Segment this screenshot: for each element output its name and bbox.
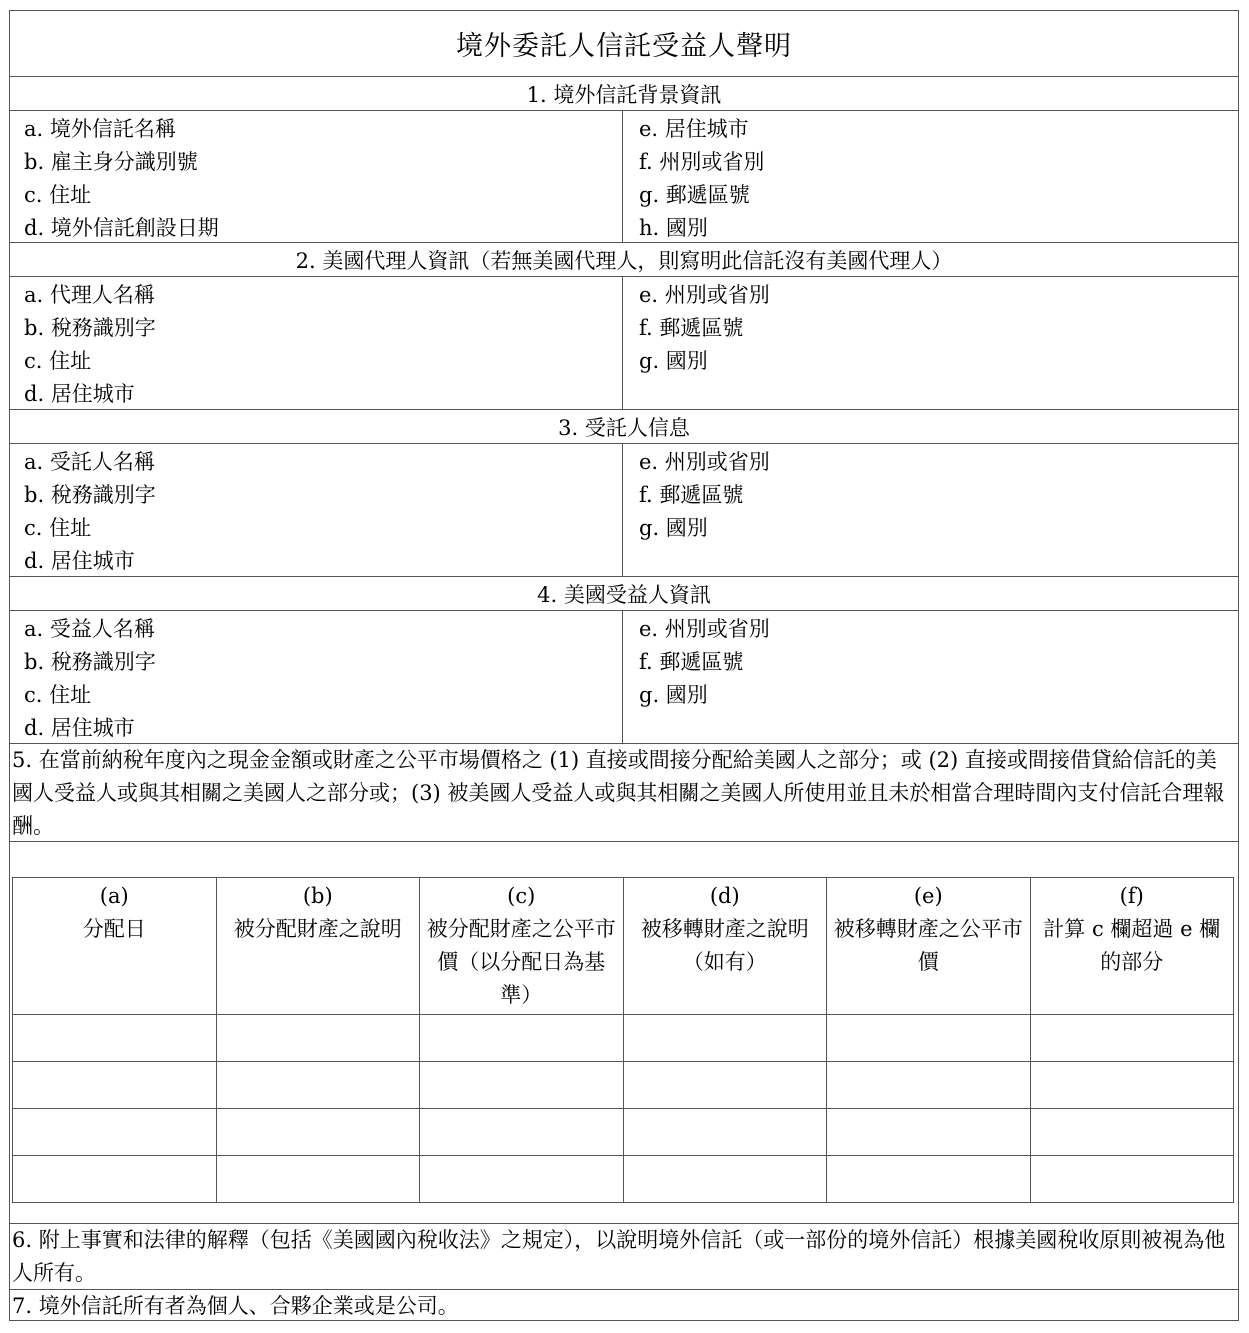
column-label: 被分配財產之公平市價（以分配日為基準） bbox=[426, 917, 616, 1007]
column-header-d bbox=[623, 878, 827, 1015]
section-3-right-column bbox=[623, 444, 1238, 576]
table-cell[interactable] bbox=[216, 1062, 420, 1109]
table-cell[interactable] bbox=[216, 1109, 420, 1156]
table-cell[interactable] bbox=[13, 1109, 217, 1156]
item-6-text: 6. 附上事實和法律的解釋（包括《美國國內稅收法》之規定），以說明境外信託（或一部份的境外信託）根據美國稅收原則被視為他人所有。 bbox=[10, 1223, 1238, 1289]
field-trust-name: a. 境外信託名稱 bbox=[24, 117, 176, 141]
table-cell[interactable] bbox=[1030, 1062, 1234, 1109]
section-4-heading: 4. 美國受益人資訊 bbox=[10, 576, 1238, 610]
field-city: d. 居住城市 bbox=[24, 382, 135, 406]
field-postal-code: f. 郵遞區號 bbox=[639, 483, 744, 507]
section-1-right-column bbox=[623, 111, 1238, 242]
column-header-c bbox=[420, 878, 624, 1015]
field-address: c. 住址 bbox=[24, 516, 92, 540]
table-header-row bbox=[13, 878, 1234, 1015]
section-1-heading: 1. 境外信託背景資訊 bbox=[10, 76, 1238, 110]
column-letter: (b) bbox=[302, 884, 333, 908]
item-5-text: 5. 在當前納稅年度內之現金金額或財產之公平市場價格之 (1) 直接或間接分配給美國人之部分；或 (2) 直接或間接借貸給信託的美國人受益人或與其相關之美國人之部分或；(3) 被美國人受益人或與其相關之美國人所使用並且未於相當合理時間內支付信託合理報酬。 bbox=[10, 743, 1238, 841]
column-label: 計算 c 欄超過 e 欄的部分 bbox=[1043, 917, 1221, 974]
field-state: e. 州別或省別 bbox=[639, 450, 770, 474]
section-1-left-column bbox=[10, 111, 623, 242]
table-cell[interactable] bbox=[420, 1015, 624, 1062]
field-city: e. 居住城市 bbox=[639, 117, 749, 141]
table-row bbox=[13, 1156, 1234, 1203]
field-postal-code: g. 郵遞區號 bbox=[639, 183, 750, 207]
field-country: h. 國別 bbox=[639, 216, 708, 240]
field-tax-id: b. 稅務識別字 bbox=[24, 650, 156, 674]
form-title: 境外委託人信託受益人聲明 bbox=[456, 31, 792, 62]
table-cell[interactable] bbox=[420, 1156, 624, 1203]
item-7-text: 7. 境外信託所有者為個人、合夥企業或是公司。 bbox=[10, 1289, 1238, 1321]
section-1-fields bbox=[10, 110, 1238, 242]
item-5-divider bbox=[10, 841, 1238, 842]
field-country: g. 國別 bbox=[639, 683, 708, 707]
table-cell[interactable] bbox=[1030, 1015, 1234, 1062]
column-letter: (d) bbox=[709, 884, 740, 908]
field-city: d. 居住城市 bbox=[24, 716, 135, 740]
field-postal-code: f. 郵遞區號 bbox=[639, 650, 744, 674]
column-header-e bbox=[827, 878, 1031, 1015]
section-3-left-column bbox=[10, 444, 623, 576]
field-trust-creation-date: d. 境外信託創設日期 bbox=[24, 216, 219, 240]
column-label: 分配日 bbox=[82, 917, 146, 941]
field-country: g. 國別 bbox=[639, 516, 708, 540]
column-letter: (a) bbox=[99, 884, 129, 908]
section-3-fields bbox=[10, 443, 1238, 576]
column-label: 被移轉財產之公平市價 bbox=[833, 917, 1023, 974]
field-address: c. 住址 bbox=[24, 183, 92, 207]
field-beneficiary-name: a. 受益人名稱 bbox=[24, 617, 155, 641]
column-letter: (e) bbox=[913, 884, 943, 908]
table-cell[interactable] bbox=[216, 1015, 420, 1062]
section-3-heading: 3. 受託人信息 bbox=[10, 409, 1238, 443]
section-2-right-column bbox=[623, 277, 1238, 409]
column-header-f bbox=[1030, 878, 1234, 1015]
column-label: 被移轉財產之說明（如有） bbox=[640, 917, 809, 974]
field-state: e. 州別或省別 bbox=[639, 617, 770, 641]
field-city: d. 居住城市 bbox=[24, 549, 135, 573]
table-row bbox=[13, 1109, 1234, 1156]
table-cell[interactable] bbox=[623, 1156, 827, 1203]
table-row bbox=[13, 1062, 1234, 1109]
field-employer-id: b. 雇主身分識別號 bbox=[24, 150, 198, 174]
field-country: g. 國別 bbox=[639, 349, 708, 373]
field-state: e. 州別或省別 bbox=[639, 283, 770, 307]
column-letter: (f) bbox=[1119, 884, 1144, 908]
field-agent-name: a. 代理人名稱 bbox=[24, 283, 155, 307]
field-tax-id: b. 稅務識別字 bbox=[24, 483, 156, 507]
table-cell[interactable] bbox=[13, 1015, 217, 1062]
table-cell[interactable] bbox=[827, 1156, 1031, 1203]
table-row bbox=[13, 1015, 1234, 1062]
declaration-form bbox=[9, 10, 1239, 1321]
table-cell[interactable] bbox=[1030, 1156, 1234, 1203]
field-trustee-name: a. 受託人名稱 bbox=[24, 450, 155, 474]
table-cell[interactable] bbox=[420, 1109, 624, 1156]
field-state: f. 州別或省別 bbox=[639, 150, 765, 174]
section-4-left-column bbox=[10, 611, 623, 743]
column-label: 被分配財產之說明 bbox=[233, 917, 402, 941]
table-cell[interactable] bbox=[13, 1156, 217, 1203]
section-4-fields bbox=[10, 610, 1238, 743]
table-cell[interactable] bbox=[216, 1156, 420, 1203]
field-tax-id: b. 稅務識別字 bbox=[24, 316, 156, 340]
field-address: c. 住址 bbox=[24, 683, 92, 707]
field-address: c. 住址 bbox=[24, 349, 92, 373]
field-postal-code: f. 郵遞區號 bbox=[639, 316, 744, 340]
section-2-left-column bbox=[10, 277, 623, 409]
column-letter: (c) bbox=[507, 884, 536, 908]
column-header-a bbox=[13, 878, 217, 1015]
table-cell[interactable] bbox=[1030, 1109, 1234, 1156]
table-cell[interactable] bbox=[827, 1109, 1031, 1156]
table-cell[interactable] bbox=[623, 1109, 827, 1156]
table-cell[interactable] bbox=[827, 1015, 1031, 1062]
section-2-heading: 2. 美國代理人資訊（若無美國代理人，則寫明此信託沒有美國代理人） bbox=[10, 242, 1238, 276]
column-header-b bbox=[216, 878, 420, 1015]
table-cell[interactable] bbox=[623, 1015, 827, 1062]
table-cell[interactable] bbox=[420, 1062, 624, 1109]
table-cell[interactable] bbox=[827, 1062, 1031, 1109]
section-2-fields bbox=[10, 276, 1238, 409]
section-4-right-column bbox=[623, 611, 1238, 743]
distribution-table bbox=[12, 877, 1234, 1203]
table-cell[interactable] bbox=[623, 1062, 827, 1109]
table-cell[interactable] bbox=[13, 1062, 217, 1109]
